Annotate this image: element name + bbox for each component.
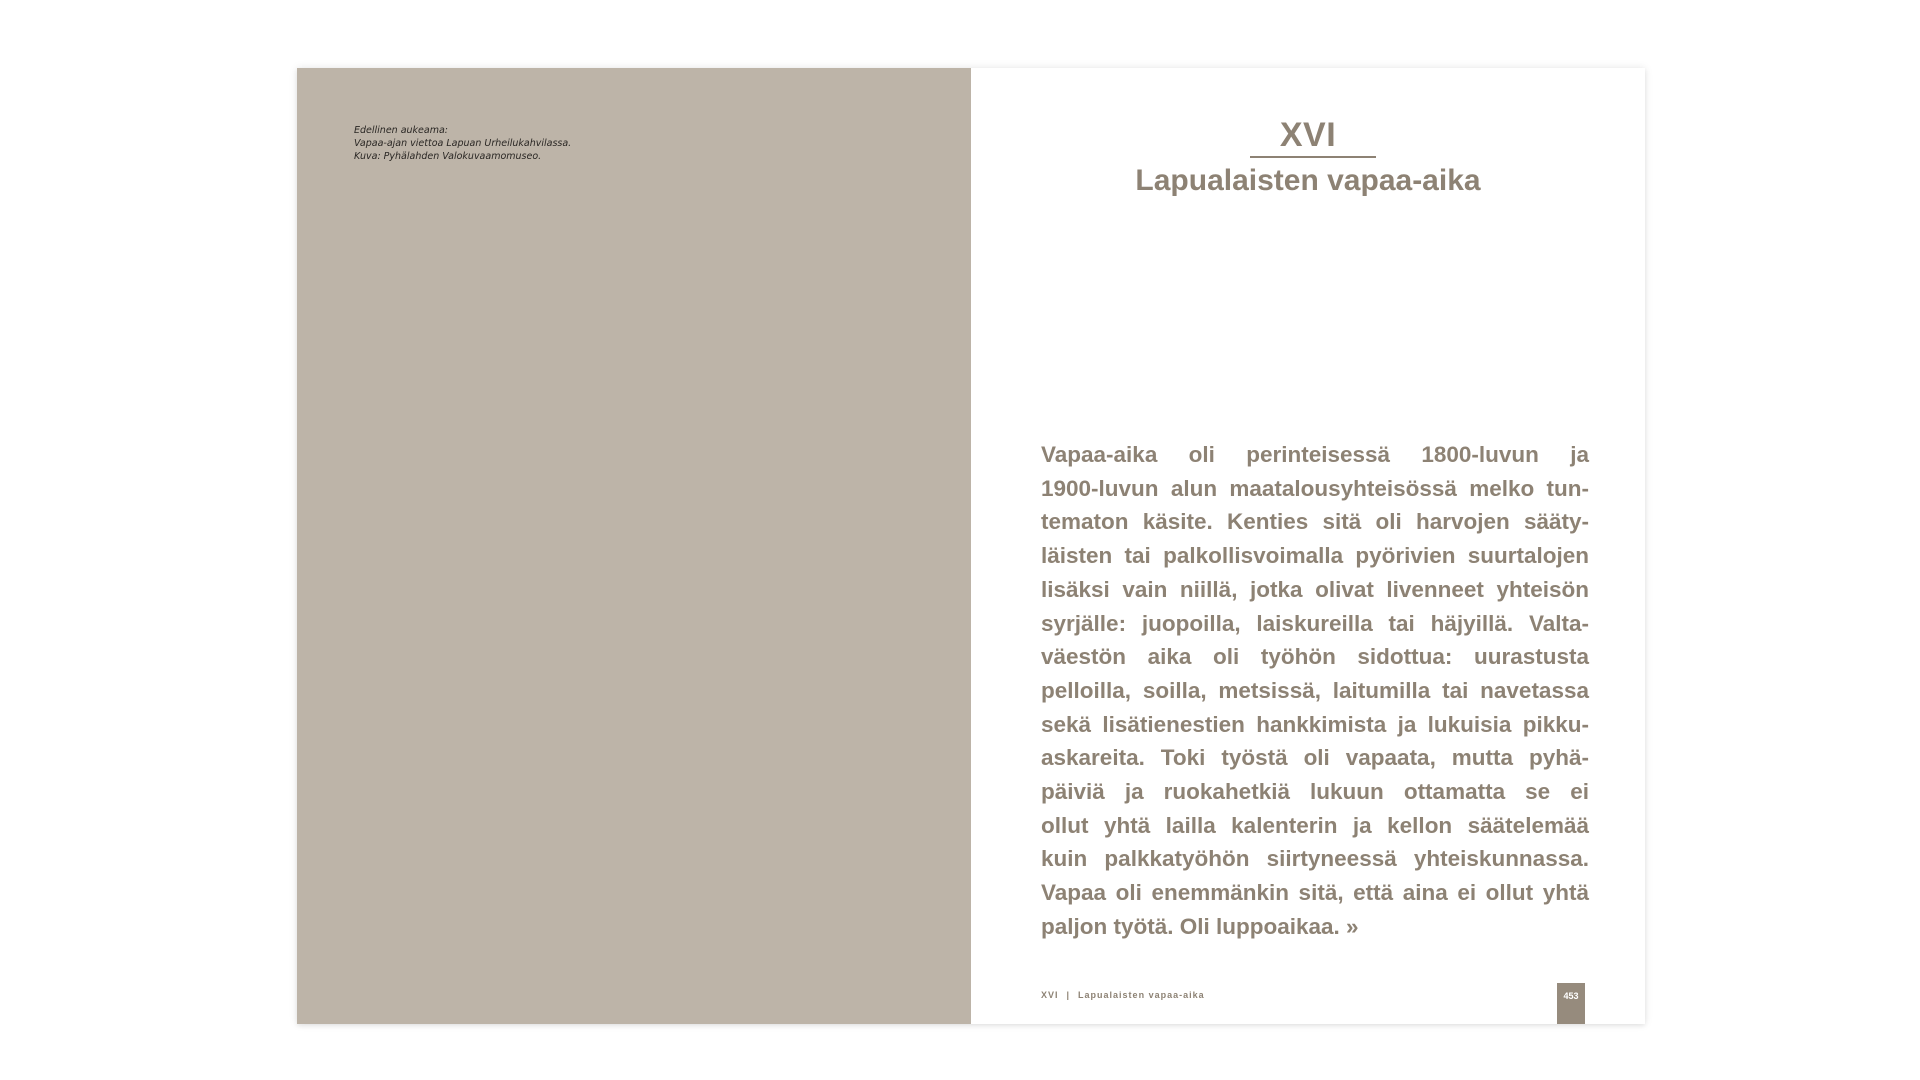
intro-line: pelloilla, soilla, metsissä, laitumilla tai navetassa xyxy=(1041,677,1589,703)
chapter-number: XVI xyxy=(1279,116,1337,154)
intro-line: ollut yhtä lailla kalenterin ja kellon säätelemää xyxy=(1041,812,1589,838)
intro-line: syrjälle: juopoilla, laiskureilla tai häjyillä. Valta- xyxy=(1041,610,1589,636)
left-page xyxy=(297,68,971,1024)
intro-line: lisäksi vain niillä, jotka olivat livenneet yhteisön xyxy=(1041,576,1589,602)
intro-line: Vapaa oli enemmänkin sitä, että aina ei ollut yhtä xyxy=(1041,880,1589,906)
book-spread xyxy=(297,68,1645,1024)
intro-line: askareita. Toki työstä oli vapaata, mutta pyhä- xyxy=(1041,745,1589,771)
running-head-title: Lapualaisten vapaa-aika xyxy=(1078,990,1205,1000)
intro-line: päiviä ja ruokahetkiä lukuun ottamatta se ei xyxy=(1041,779,1589,805)
caption-line: Kuva: Pyhälahden Valokuvaamomuseo. xyxy=(354,151,542,162)
running-head xyxy=(1041,989,1205,1001)
right-page xyxy=(971,68,1645,1024)
intro-line: läisten tai palkollisvoimalla pyörivien suurtalojen xyxy=(1041,543,1589,569)
caption-line: Vapaa-ajan viettoa Lapuan Urheilukahvilassa. xyxy=(354,138,572,149)
running-head-separator: | xyxy=(1066,990,1071,1000)
caption-line: Edellinen aukeama: xyxy=(354,125,448,136)
intro-line: kuin palkkatyöhön siirtyneessä yhteiskunnassa. xyxy=(1041,846,1589,872)
intro-line: tematon käsite. Kenties sitä oli harvojen sääty- xyxy=(1041,509,1589,535)
intro-line-last: paljon työtä. Oli luppoaikaa. » xyxy=(1041,913,1359,939)
chapter-title: Lapualaisten vapaa-aika xyxy=(1135,164,1481,197)
intro-line: Vapaa-aika oli perinteisessä 1800-luvun ja xyxy=(1041,442,1589,467)
photo-caption xyxy=(354,124,674,163)
chapter-intro-paragraph xyxy=(1041,438,1589,944)
running-head-chapter: XVI xyxy=(1041,990,1059,1000)
intro-line: 1900-luvun alun maatalousyhteisössä melko tun- xyxy=(1041,475,1589,501)
chapter-rule xyxy=(1250,156,1376,158)
page-number: 453 xyxy=(1563,991,1579,1001)
page-number-tab xyxy=(1557,983,1585,1024)
intro-line: sekä lisätienestien hankkimista ja lukuisia pikku- xyxy=(1041,711,1589,737)
intro-line: väestön aika oli työhön sidottua: uurastusta xyxy=(1041,644,1589,670)
